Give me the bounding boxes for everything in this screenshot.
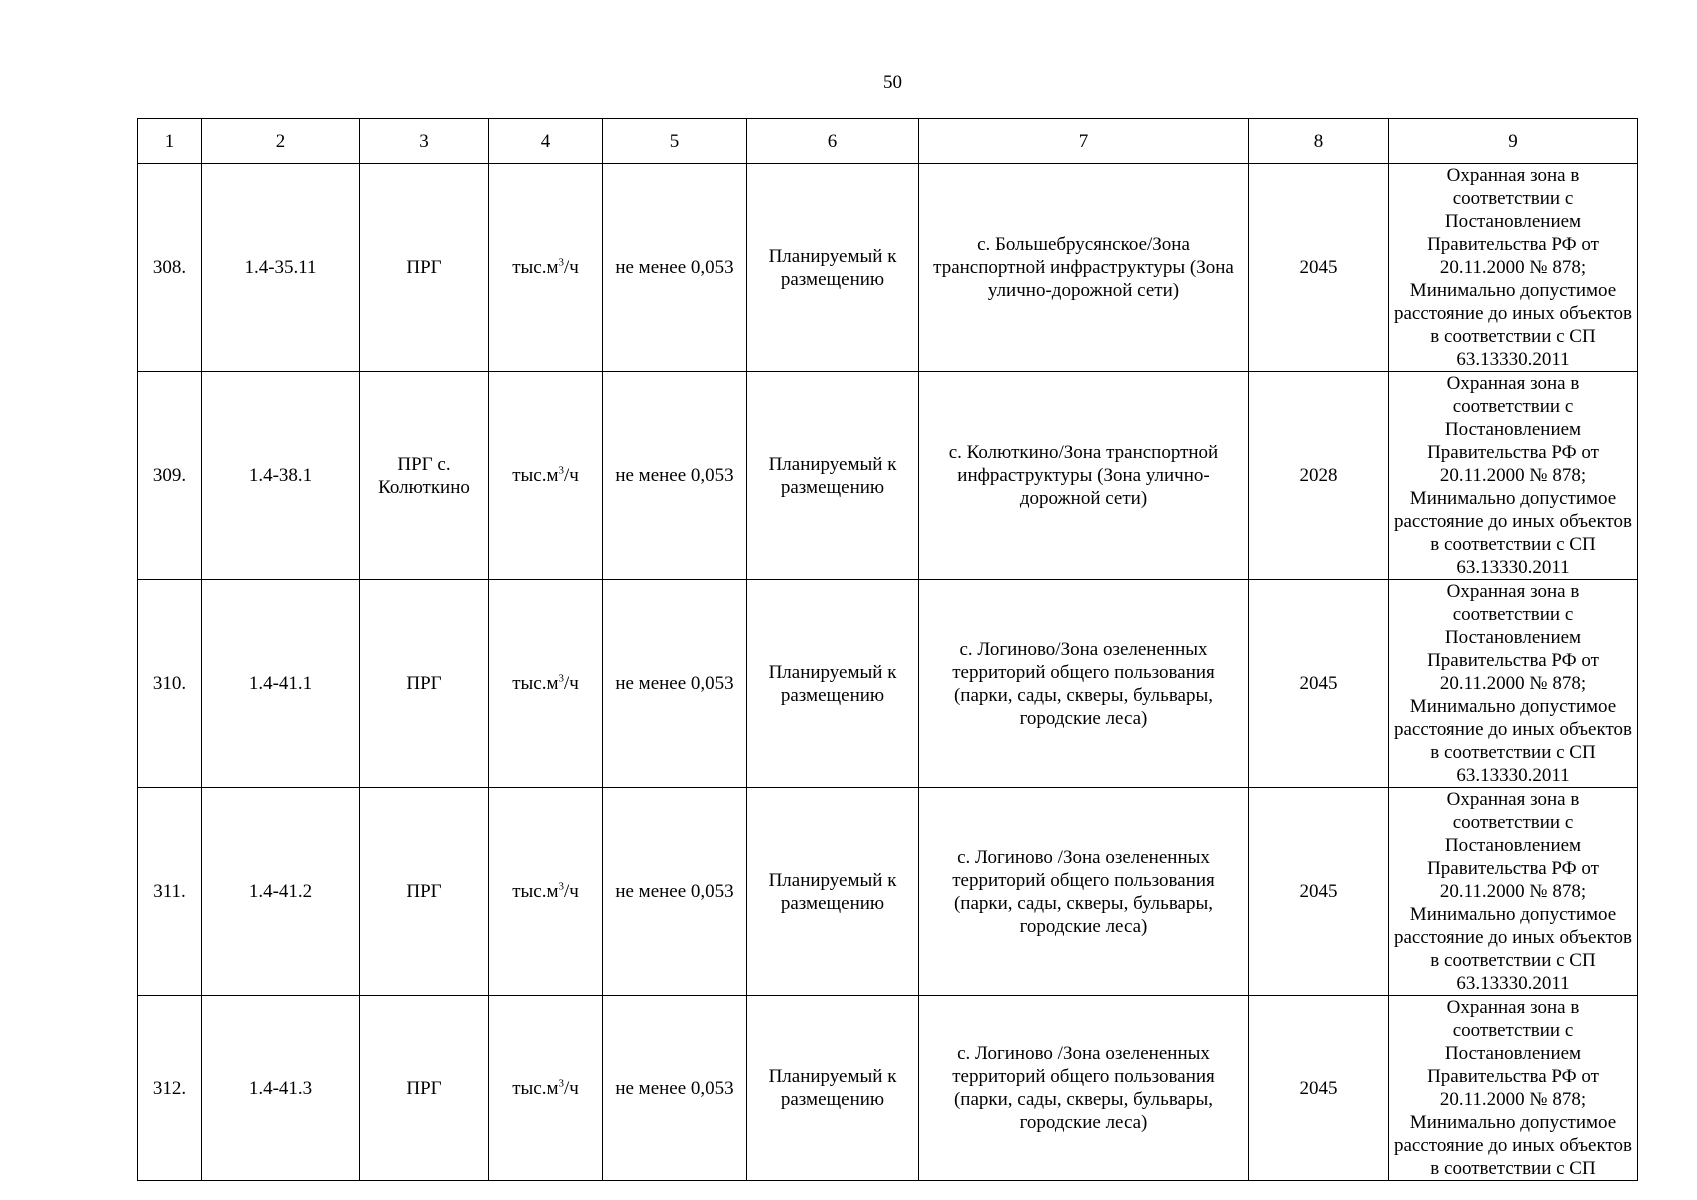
table-row — [138, 996, 1638, 1181]
note: Охранная зона в соответствии с Постановлением Правительства РФ от 20.11.2000 № 878; Минимально допустимое расстояние до иных объектов в соответствии с СП 63.13330.2011 — [1389, 372, 1638, 580]
header-cell: 9 — [1389, 119, 1638, 164]
header-row — [138, 119, 1638, 164]
header-cell: 1 — [138, 119, 202, 164]
note: Охранная зона в соответствии с Постановлением Правительства РФ от 20.11.2000 № 878; Минимально допустимое расстояние до иных объектов в соответствии с СП 63.13330.2011 — [1389, 788, 1638, 996]
unit: $тыс.м^3/ч$ — [489, 580, 603, 788]
table-row — [138, 372, 1638, 580]
row-number: 311. — [138, 788, 202, 996]
row-number: 312. — [138, 996, 202, 1181]
unit: $тыс.м^3/ч$ — [489, 996, 603, 1181]
header-cell: 5 — [603, 119, 747, 164]
table-row — [138, 788, 1638, 996]
row-number: 310. — [138, 580, 202, 788]
row-number: 308. — [138, 164, 202, 372]
status: Планируемый к размещению — [747, 580, 919, 788]
unit: $тыс.м^3/ч$ — [489, 372, 603, 580]
unit: $тыс.м^3/ч$ — [489, 788, 603, 996]
capacity: не менее 0,053 — [603, 580, 747, 788]
table-row — [138, 164, 1638, 372]
header-cell: 2 — [202, 119, 360, 164]
year: 2045 — [1249, 164, 1389, 372]
object-code: 1.4-41.1 — [202, 580, 360, 788]
page-number: 50 — [883, 72, 902, 93]
status: Планируемый к размещению — [747, 996, 919, 1181]
year: 2045 — [1249, 580, 1389, 788]
location: с. Логиново/Зона озелененных территорий общего пользования (парки, сады, скверы, бульвары, городские леса) — [919, 580, 1249, 788]
location: с. Логиново /Зона озелененных территорий общего пользования (парки, сады, скверы, бульвары, городские леса) — [919, 996, 1249, 1181]
note: Охранная зона в соответствии с Постановлением Правительства РФ от 20.11.2000 № 878; Минимально допустимое расстояние до иных объектов в соответствии с СП 63.13330.2011 — [1389, 580, 1638, 788]
object-name: ПРГ — [360, 996, 489, 1181]
row-number: 309. — [138, 372, 202, 580]
object-code: 1.4-41.3 — [202, 996, 360, 1181]
object-code: 1.4-38.1 — [202, 372, 360, 580]
header-cell: 8 — [1249, 119, 1389, 164]
status: Планируемый к размещению — [747, 164, 919, 372]
unit: $тыс.м^3/ч$ — [489, 164, 603, 372]
header-cell: 3 — [360, 119, 489, 164]
object-name: ПРГ — [360, 788, 489, 996]
status: Планируемый к размещению — [747, 372, 919, 580]
object-name: ПРГ — [360, 164, 489, 372]
year: 2045 — [1249, 788, 1389, 996]
location: с. Большебрусянское/Зона транспортной инфраструктуры (Зона улично-дорожной сети) — [919, 164, 1249, 372]
object-code: 1.4-35.11 — [202, 164, 360, 372]
table-row — [138, 580, 1638, 788]
capacity: не менее 0,053 — [603, 788, 747, 996]
year: 2045 — [1249, 996, 1389, 1181]
capacity: не менее 0,053 — [603, 996, 747, 1181]
location: с. Колюткино/Зона транспортной инфраструктуры (Зона улично-дорожной сети) — [919, 372, 1249, 580]
objects-table — [137, 118, 1638, 1181]
capacity: не менее 0,053 — [603, 372, 747, 580]
header-cell: 7 — [919, 119, 1249, 164]
location: с. Логиново /Зона озелененных территорий общего пользования (парки, сады, скверы, бульвары, городские леса) — [919, 788, 1249, 996]
status: Планируемый к размещению — [747, 788, 919, 996]
object-name: ПРГ с. Колюткино — [360, 372, 489, 580]
object-name: ПРГ — [360, 580, 489, 788]
capacity: не менее 0,053 — [603, 164, 747, 372]
year: 2028 — [1249, 372, 1389, 580]
note: Охранная зона в соответствии с Постановлением Правительства РФ от 20.11.2000 № 878; Минимально допустимое расстояние до иных объектов в соответствии с СП 63.13330.2011 — [1389, 164, 1638, 372]
object-code: 1.4-41.2 — [202, 788, 360, 996]
note: Охранная зона в соответствии с Постановлением Правительства РФ от 20.11.2000 № 878; Минимально допустимое расстояние до иных объектов в соответствии с СП — [1389, 996, 1638, 1181]
header-cell: 6 — [747, 119, 919, 164]
header-cell: 4 — [489, 119, 603, 164]
